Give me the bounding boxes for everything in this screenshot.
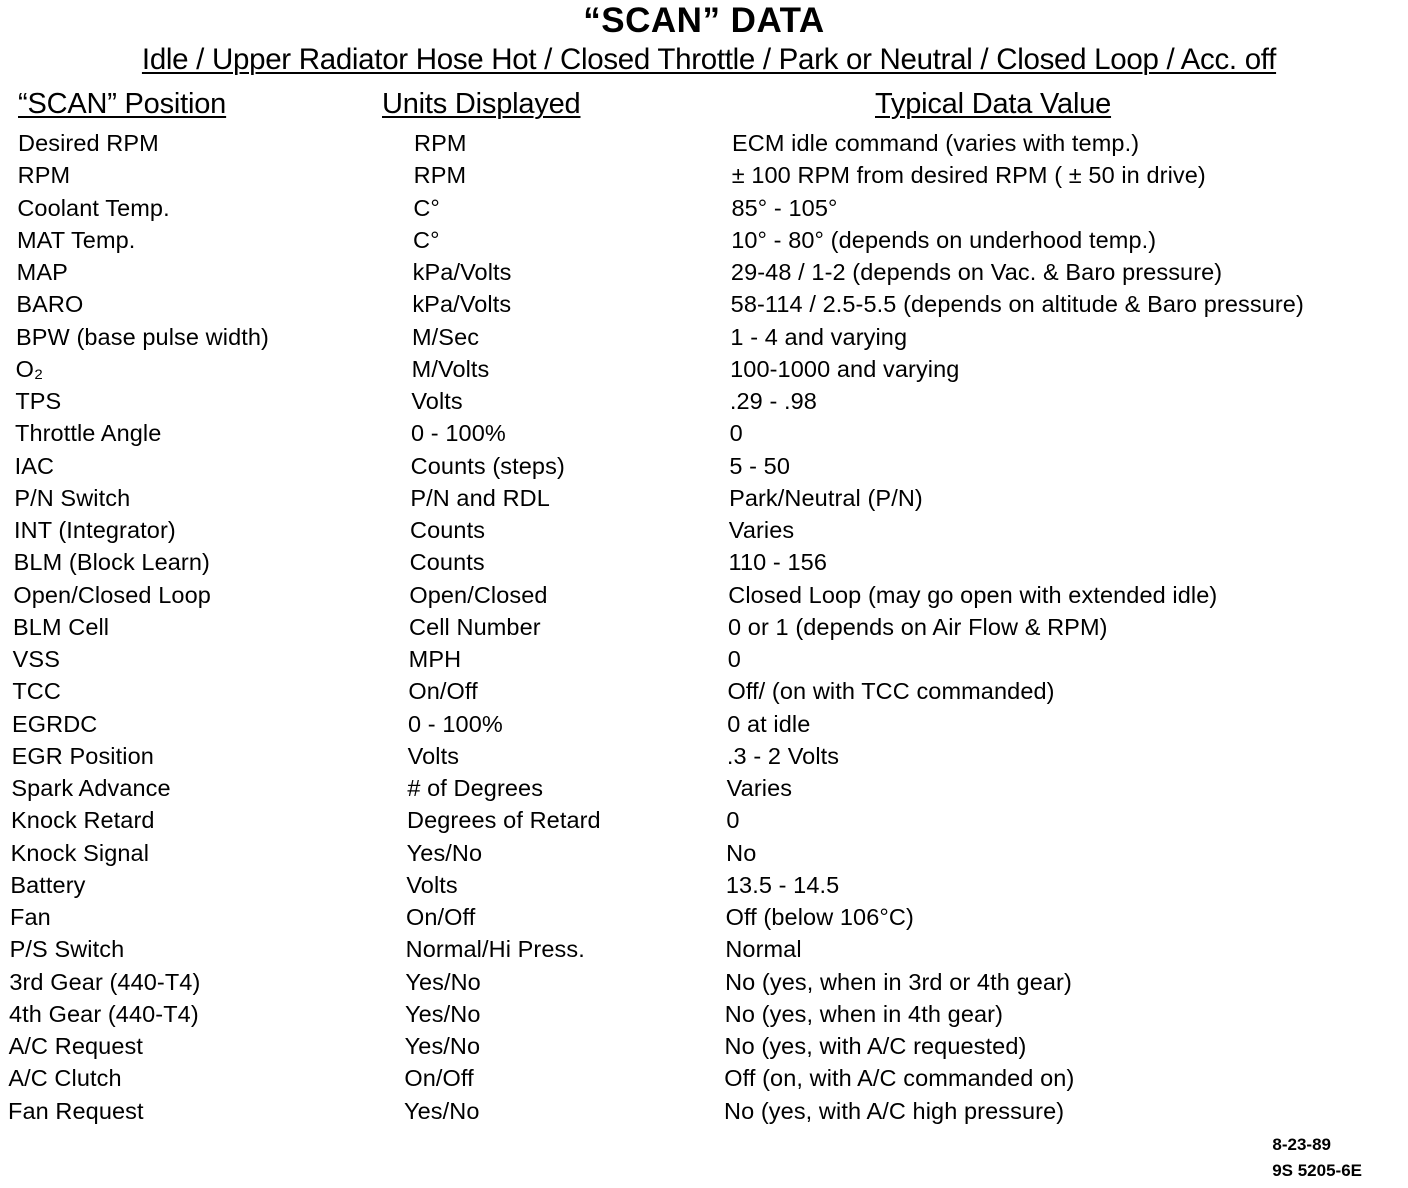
cell-position: Battery	[10, 871, 86, 898]
cell-typical: ± 100 RPM from desired RPM ( ± 50 in drive)	[731, 162, 1206, 189]
cell-units: On/Off	[404, 1065, 474, 1092]
cell-units: # of Degrees	[407, 775, 544, 801]
table-row	[0, 707, 1408, 739]
cell-position: BPW (base pulse width)	[16, 323, 269, 350]
cell-units: Degrees of Retard	[407, 807, 601, 834]
table-row	[0, 1061, 1408, 1093]
cell-typical: No (yes, when in 3rd or 4th gear)	[725, 968, 1072, 995]
table-row	[0, 287, 1408, 319]
cell-typical: Normal	[725, 936, 802, 963]
cell-units: Counts	[409, 549, 485, 576]
cell-typical: 100-1000 and varying	[730, 355, 960, 382]
cell-position: A/C Clutch	[8, 1065, 122, 1092]
cell-units: Yes/No	[405, 1000, 481, 1027]
table-row	[0, 416, 1408, 448]
cell-units: RPM	[414, 130, 467, 156]
cell-units: RPM	[413, 162, 467, 189]
cell-units: M/Sec	[412, 323, 480, 350]
table-row	[0, 965, 1408, 997]
cell-typical: 1 - 4 and varying	[730, 323, 908, 350]
table-row	[0, 836, 1408, 868]
cell-units: Yes/No	[405, 968, 481, 995]
cell-typical: 0	[726, 807, 740, 834]
table-row	[0, 868, 1408, 900]
cell-typical: Off/ (on with TCC commanded)	[727, 678, 1055, 705]
cell-position: 4th Gear (440-T4)	[9, 1000, 199, 1027]
cell-units: Cell Number	[409, 613, 541, 640]
column-header-units-displayed: Units Displayed	[382, 88, 581, 120]
cell-units: kPa/Volts	[412, 259, 512, 285]
cell-units: Yes/No	[404, 1033, 481, 1059]
cell-units: Open/Closed	[409, 581, 548, 608]
cell-units: MPH	[408, 646, 462, 672]
cell-units: Volts	[406, 871, 458, 898]
cell-typical: 0	[729, 420, 743, 447]
cell-position: Open/Closed Loop	[13, 581, 211, 608]
table-row	[0, 481, 1408, 513]
cell-units: P/N and RDL	[410, 484, 550, 511]
column-header-scan-position: “SCAN” Position	[18, 88, 227, 120]
cell-units: Volts	[411, 388, 463, 414]
cell-typical: No	[726, 839, 757, 866]
cell-position: EGR Position	[11, 742, 154, 769]
cell-position: INT (Integrator)	[14, 517, 176, 543]
cell-position: Knock Signal	[10, 839, 150, 866]
cell-position: MAT Temp.	[17, 226, 136, 253]
conditions-subtitle: Idle / Upper Radiator Hose Hot / Closed Throttle / Park or Neutral / Closed Loop / Acc. off	[141, 43, 1277, 76]
cell-position: Fan	[10, 904, 51, 930]
table-row	[0, 997, 1408, 1029]
footer-document-code: 9S 5205-6E	[1272, 1161, 1362, 1180]
cell-typical: Off (below 106°C)	[725, 904, 914, 930]
cell-position: Coolant Temp.	[17, 194, 170, 221]
cell-typical: ECM idle command (varies with temp.)	[732, 130, 1140, 156]
cell-position: Desired RPM	[18, 130, 159, 156]
cell-units: kPa/Volts	[412, 291, 512, 318]
cell-typical: Park/Neutral (P/N)	[729, 484, 923, 511]
table-row	[0, 932, 1408, 964]
cell-typical: Closed Loop (may go open with extended idle)	[728, 581, 1218, 608]
cell-position: VSS	[12, 646, 60, 672]
table-row	[0, 771, 1408, 803]
table-row	[0, 900, 1408, 932]
page-title: “SCAN” DATA	[583, 1, 825, 40]
table-row	[0, 191, 1408, 223]
cell-position: IAC	[14, 452, 55, 479]
cell-units: C°	[413, 194, 440, 221]
cell-typical: No (yes, when in 4th gear)	[724, 1000, 1004, 1027]
scan-data-table	[0, 126, 1408, 1126]
cell-typical: .3 - 2 Volts	[726, 742, 840, 769]
cell-typical: 5 - 50	[729, 452, 791, 479]
table-row	[0, 674, 1408, 706]
cell-typical: 0 or 1 (depends on Air Flow & RPM)	[728, 613, 1108, 640]
table-row	[0, 578, 1408, 610]
table-row	[0, 158, 1408, 190]
cell-units: M/Volts	[411, 355, 490, 382]
cell-typical: No (yes, with A/C high pressure)	[724, 1097, 1065, 1124]
cell-position: BLM (Block Learn)	[13, 549, 210, 576]
cell-position: Fan Request	[8, 1097, 144, 1124]
cell-typical: Varies	[726, 775, 793, 801]
cell-position: A/C Request	[8, 1033, 143, 1059]
cell-position: Spark Advance	[11, 775, 171, 801]
cell-position: MAP	[16, 259, 68, 285]
cell-units: Yes/No	[406, 839, 483, 866]
column-header-typical-data-value: Typical Data Value	[875, 88, 1112, 120]
table-row	[0, 803, 1408, 835]
table-row	[0, 1029, 1408, 1061]
cell-units: Normal/Hi Press.	[405, 936, 585, 963]
table-row	[0, 384, 1408, 416]
cell-typical: 0	[727, 646, 741, 672]
cell-position: P/S Switch	[9, 936, 125, 963]
cell-units: C°	[413, 226, 440, 253]
cell-position: 3rd Gear (440-T4)	[9, 968, 201, 995]
cell-typical: 13.5 - 14.5	[725, 871, 840, 898]
cell-typical: 58-114 / 2.5-5.5 (depends on altitude & Baro pressure)	[730, 291, 1304, 318]
table-row	[0, 545, 1408, 577]
table-row	[0, 642, 1408, 674]
table-row	[0, 126, 1408, 158]
cell-units: Counts	[410, 517, 486, 543]
cell-units: Yes/No	[404, 1097, 480, 1124]
cell-units: Counts (steps)	[410, 452, 565, 479]
table-row	[0, 449, 1408, 481]
cell-position: Knock Retard	[11, 807, 155, 834]
cell-position: TCC	[12, 678, 61, 705]
table-row	[0, 739, 1408, 771]
table-row	[0, 255, 1408, 287]
cell-units: 0 - 100%	[408, 710, 503, 737]
cell-typical: No (yes, with A/C requested)	[724, 1033, 1027, 1059]
cell-units: Volts	[407, 742, 460, 769]
cell-typical: 110 - 156	[728, 549, 827, 576]
cell-position: EGRDC	[12, 710, 98, 737]
cell-typical: Varies	[728, 517, 795, 543]
cell-position: Throttle Angle	[15, 420, 162, 447]
cell-position: RPM	[17, 162, 71, 189]
table-row	[0, 513, 1408, 545]
cell-position: BARO	[16, 291, 84, 318]
cell-position: BLM Cell	[13, 613, 110, 640]
cell-units: On/Off	[408, 678, 478, 705]
table-row	[0, 223, 1408, 255]
cell-position: O₂	[15, 355, 44, 382]
cell-units: On/Off	[406, 904, 476, 930]
table-row	[0, 610, 1408, 642]
table-row	[0, 1094, 1408, 1126]
cell-position: P/N Switch	[14, 484, 131, 511]
cell-typical: 0 at idle	[727, 710, 811, 737]
cell-typical: .29 - .98	[729, 388, 817, 414]
table-row	[0, 352, 1408, 384]
cell-typical: 85° - 105°	[731, 194, 838, 221]
table-row	[0, 320, 1408, 352]
cell-position: TPS	[15, 388, 62, 414]
footer-date: 8-23-89	[1272, 1135, 1331, 1154]
cell-typical: 10° - 80° (depends on underhood temp.)	[731, 226, 1157, 253]
cell-units: 0 - 100%	[411, 420, 506, 447]
cell-typical: 29-48 / 1-2 (depends on Vac. & Baro pressure)	[730, 259, 1223, 285]
cell-typical: Off (on, with A/C commanded on)	[724, 1065, 1075, 1092]
